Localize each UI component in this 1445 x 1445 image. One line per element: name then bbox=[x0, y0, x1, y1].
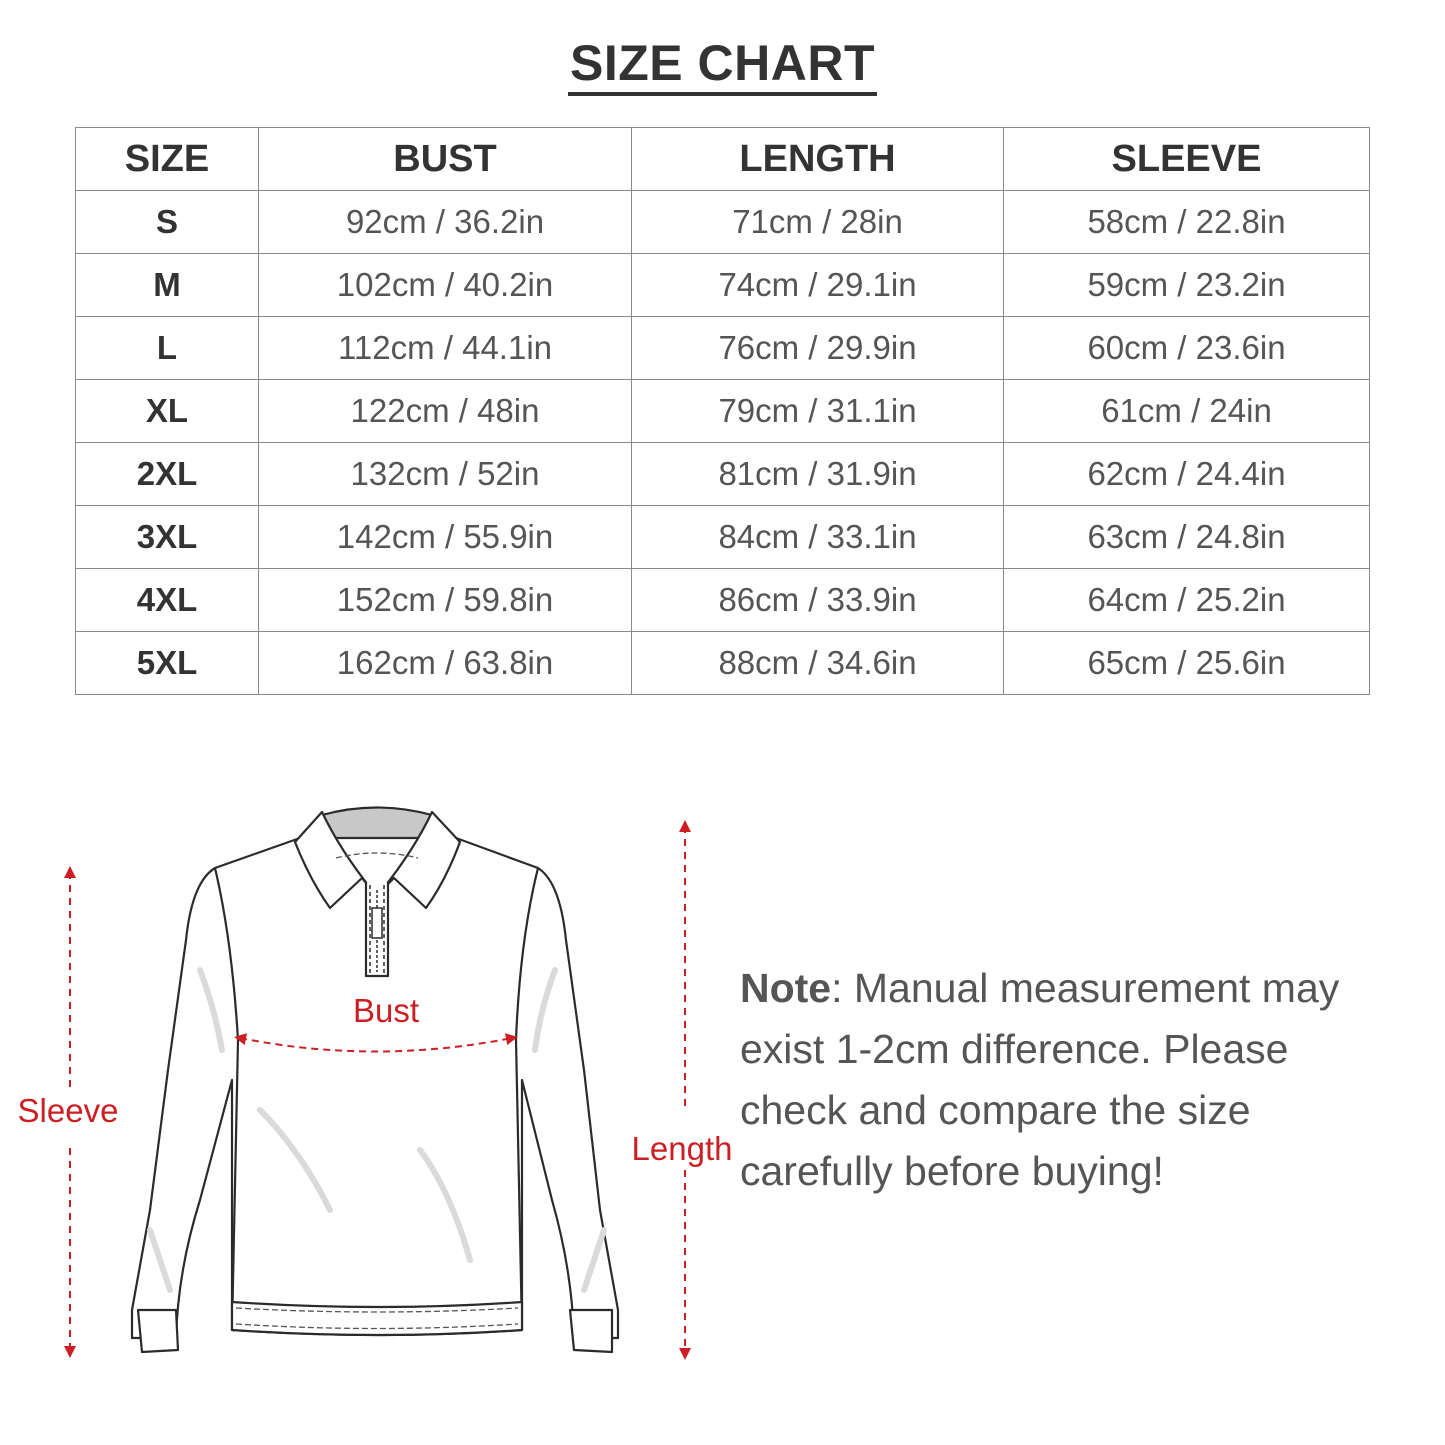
table-row bbox=[76, 632, 1370, 695]
cell-bust: 102cm / 40.2in bbox=[259, 254, 632, 317]
cell-bust: 132cm / 52in bbox=[259, 443, 632, 506]
table-row bbox=[76, 317, 1370, 380]
cell-length: 74cm / 29.1in bbox=[632, 254, 1004, 317]
cell-length: 88cm / 34.6in bbox=[632, 632, 1004, 695]
garment-diagram bbox=[0, 790, 760, 1390]
length-label: Length bbox=[631, 1130, 733, 1167]
cell-length: 71cm / 28in bbox=[632, 191, 1004, 254]
page-title-text: SIZE CHART bbox=[568, 34, 877, 96]
shirt-outline bbox=[132, 808, 618, 1353]
cell-length: 79cm / 31.1in bbox=[632, 380, 1004, 443]
table-row bbox=[76, 380, 1370, 443]
size-table bbox=[75, 127, 1370, 695]
cell-bust: 92cm / 36.2in bbox=[259, 191, 632, 254]
cell-size: 2XL bbox=[76, 443, 259, 506]
page-title bbox=[0, 34, 1445, 96]
cell-sleeve: 64cm / 25.2in bbox=[1004, 569, 1370, 632]
cell-bust: 142cm / 55.9in bbox=[259, 506, 632, 569]
table-row bbox=[76, 254, 1370, 317]
cell-length: 81cm / 31.9in bbox=[632, 443, 1004, 506]
cell-size: S bbox=[76, 191, 259, 254]
cell-length: 86cm / 33.9in bbox=[632, 569, 1004, 632]
cell-bust: 152cm / 59.8in bbox=[259, 569, 632, 632]
note-text bbox=[740, 958, 1400, 1202]
cell-bust: 122cm / 48in bbox=[259, 380, 632, 443]
cell-size: L bbox=[76, 317, 259, 380]
header-size: SIZE bbox=[76, 128, 259, 191]
note-body: : Manual measurement may exist 1-2cm difference. Please check and compare the size carefully before buying! bbox=[740, 965, 1340, 1194]
table-row bbox=[76, 569, 1370, 632]
cell-size: XL bbox=[76, 380, 259, 443]
cell-sleeve: 61cm / 24in bbox=[1004, 380, 1370, 443]
cell-size: 3XL bbox=[76, 506, 259, 569]
cell-sleeve: 63cm / 24.8in bbox=[1004, 506, 1370, 569]
cell-sleeve: 58cm / 22.8in bbox=[1004, 191, 1370, 254]
cell-bust: 162cm / 63.8in bbox=[259, 632, 632, 695]
bust-label: Bust bbox=[352, 992, 420, 1029]
cell-sleeve: 65cm / 25.6in bbox=[1004, 632, 1370, 695]
header-bust: BUST bbox=[259, 128, 632, 191]
table-row bbox=[76, 443, 1370, 506]
table-row bbox=[76, 191, 1370, 254]
header-sleeve: SLEEVE bbox=[1004, 128, 1370, 191]
cell-size: 5XL bbox=[76, 632, 259, 695]
cell-length: 84cm / 33.1in bbox=[632, 506, 1004, 569]
cell-size: M bbox=[76, 254, 259, 317]
cell-sleeve: 59cm / 23.2in bbox=[1004, 254, 1370, 317]
cell-size: 4XL bbox=[76, 569, 259, 632]
sleeve-label: Sleeve bbox=[17, 1092, 119, 1129]
table-header-row bbox=[76, 128, 1370, 191]
cell-sleeve: 62cm / 24.4in bbox=[1004, 443, 1370, 506]
cell-bust: 112cm / 44.1in bbox=[259, 317, 632, 380]
cell-sleeve: 60cm / 23.6in bbox=[1004, 317, 1370, 380]
cell-length: 76cm / 29.9in bbox=[632, 317, 1004, 380]
table-row bbox=[76, 506, 1370, 569]
header-length: LENGTH bbox=[632, 128, 1004, 191]
note-bold: Note bbox=[740, 965, 832, 1011]
